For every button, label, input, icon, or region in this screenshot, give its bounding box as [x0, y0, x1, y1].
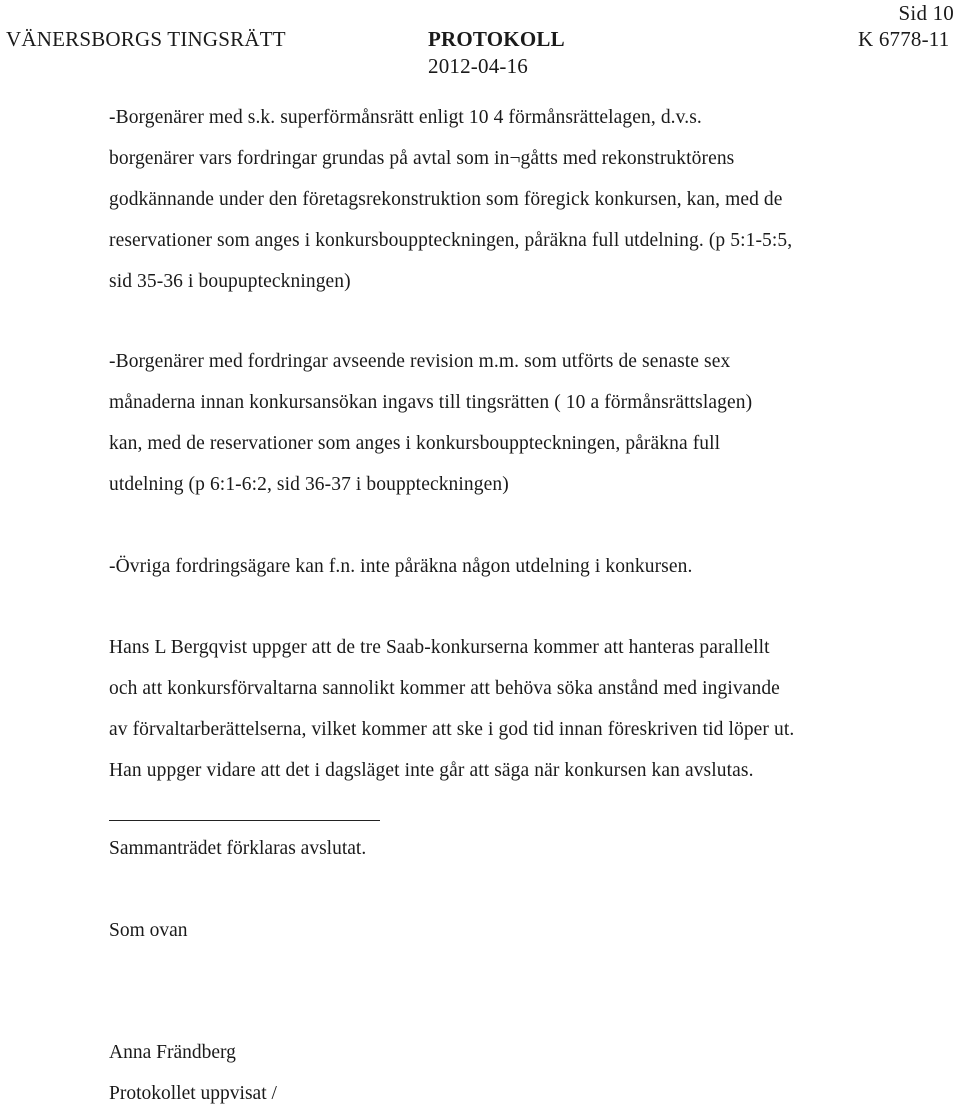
case-number: K 6778-11 [858, 27, 950, 51]
paragraph-line: och att konkursförvaltarna sannolikt kommer att behöva söka anstånd med ingivande [109, 678, 780, 699]
protocol-shown: Protokollet uppvisat / [109, 1083, 277, 1104]
document-date: 2012-04-16 [428, 54, 528, 78]
paragraph-line: godkännande under den företagsrekonstruktion som föregick konkursen, kan, med de [109, 189, 783, 210]
divider-line [109, 820, 380, 821]
closing-statement: Sammanträdet förklaras avslutat. [109, 838, 367, 859]
paragraph-line: utdelning (p 6:1-6:2, sid 36-37 i bouppteckningen) [109, 474, 509, 495]
signatory-name: Anna Frändberg [109, 1042, 236, 1063]
paragraph-line: sid 35-36 i boupupteckningen) [109, 271, 351, 292]
court-name: VÄNERSBORGS TINGSRÄTT [6, 27, 286, 51]
paragraph-line: -Borgenärer med s.k. superförmånsrätt enligt 10 4 förmånsrättelagen, d.v.s. [109, 107, 702, 128]
som-ovan: Som ovan [109, 920, 188, 941]
page-number: Sid 10 [898, 1, 954, 25]
paragraph-line: kan, med de reservationer som anges i konkursbouppteckningen, påräkna full [109, 433, 721, 454]
paragraph-ovriga [109, 546, 945, 587]
paragraph-superformansratt [109, 97, 945, 302]
paragraph-line: av förvaltarberättelserna, vilket kommer att ske i god tid innan föreskriven tid löper ut. [109, 719, 795, 740]
paragraph-line: reservationer som anges i konkursbouppteckningen, påräkna full utdelning. (p 5:1-5:5, [109, 230, 793, 251]
paragraph-line: Han uppger vidare att det i dagsläget inte går att säga när konkursen kan avslutas. [109, 760, 754, 781]
paragraph-revision [109, 341, 945, 505]
document-type: PROTOKOLL [428, 27, 565, 51]
paragraph-line: borgenärer vars fordringar grundas på avtal som in¬gåtts med rekonstruktörens [109, 148, 735, 169]
paragraph-line: månaderna innan konkursansökan ingavs till tingsrätten ( 10 a förmånsrättslagen) [109, 392, 753, 413]
paragraph-line: -Övriga fordringsägare kan f.n. inte påräkna någon utdelning i konkursen. [109, 556, 693, 577]
paragraph-bergqvist [109, 627, 945, 791]
paragraph-line: Hans L Bergqvist uppger att de tre Saab-konkurserna kommer att hanteras parallellt [109, 637, 770, 658]
paragraph-line: -Borgenärer med fordringar avseende revision m.m. som utförts de senaste sex [109, 351, 731, 372]
